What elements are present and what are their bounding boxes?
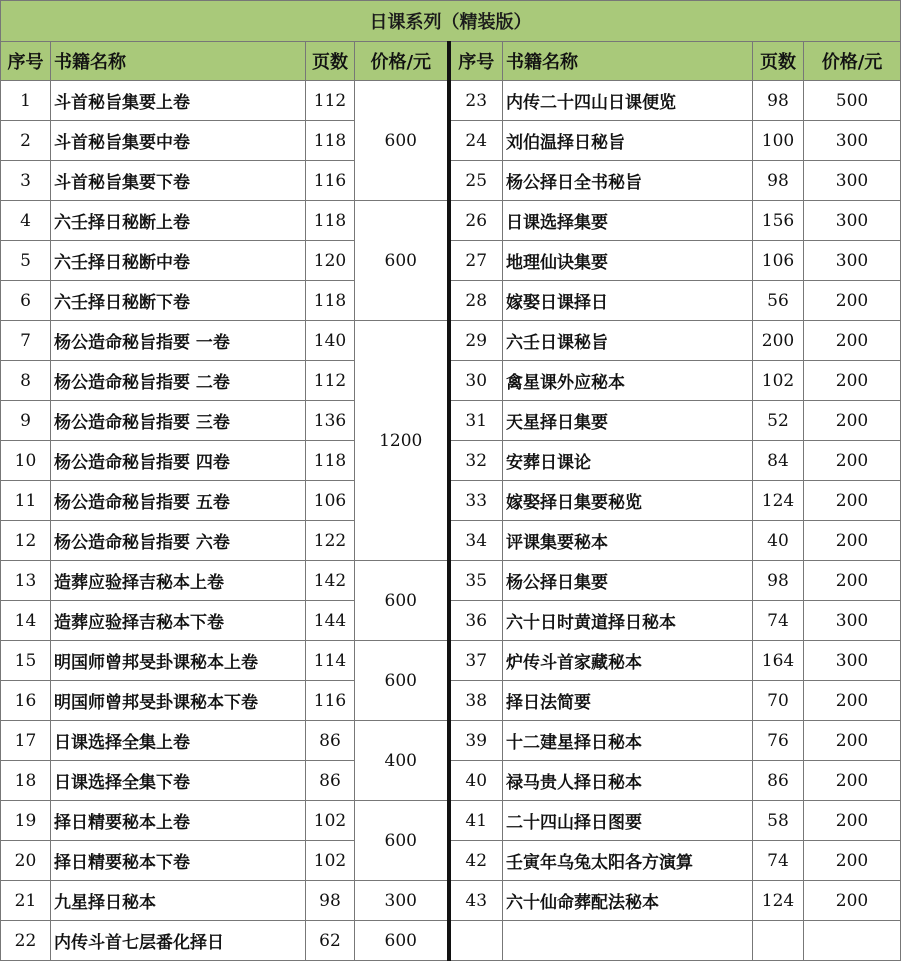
pages-cell: 120	[306, 241, 355, 281]
price-cell: 300	[804, 121, 901, 161]
table-row	[1, 241, 901, 281]
empty-cell	[753, 921, 804, 961]
book-name-cell: 造葬应验择吉秘本下卷	[51, 601, 306, 641]
price-cell: 600	[355, 201, 449, 321]
table-row	[1, 361, 901, 401]
book-name-cell: 六壬日课秘旨	[503, 321, 753, 361]
seq-cell: 17	[1, 721, 51, 761]
price-cell: 200	[804, 361, 901, 401]
pages-cell: 118	[306, 441, 355, 481]
book-name-cell: 明国师曾邦旻卦课秘本上卷	[51, 641, 306, 681]
book-name-cell: 杨公造命秘旨指要 四卷	[51, 441, 306, 481]
pages-cell: 52	[753, 401, 804, 441]
pages-cell: 102	[753, 361, 804, 401]
price-cell: 200	[804, 441, 901, 481]
book-name-cell: 禽星课外应秘本	[503, 361, 753, 401]
table-row	[1, 561, 901, 601]
seq-cell: 9	[1, 401, 51, 441]
table-row	[1, 921, 901, 961]
book-name-cell: 地理仙诀集要	[503, 241, 753, 281]
seq-cell: 23	[449, 81, 503, 121]
seq-cell: 1	[1, 81, 51, 121]
seq-cell: 10	[1, 441, 51, 481]
pages-cell: 100	[753, 121, 804, 161]
header-price-left: 价格/元	[355, 42, 449, 81]
book-name-cell: 六壬择日秘断上卷	[51, 201, 306, 241]
header-name-right: 书籍名称	[503, 42, 753, 81]
table-row	[1, 761, 901, 801]
pages-cell: 140	[306, 321, 355, 361]
seq-cell: 19	[1, 801, 51, 841]
pages-cell: 98	[306, 881, 355, 921]
book-name-cell: 刘伯温择日秘旨	[503, 121, 753, 161]
book-name-cell: 嫁娶日课择日	[503, 281, 753, 321]
table-row	[1, 721, 901, 761]
seq-cell: 11	[1, 481, 51, 521]
book-name-cell: 嫁娶择日集要秘览	[503, 481, 753, 521]
seq-cell: 2	[1, 121, 51, 161]
price-cell: 200	[804, 801, 901, 841]
empty-cell	[804, 921, 901, 961]
seq-cell: 40	[449, 761, 503, 801]
table-row	[1, 641, 901, 681]
book-name-cell: 斗首秘旨集要下卷	[51, 161, 306, 201]
pages-cell: 58	[753, 801, 804, 841]
book-name-cell: 六壬择日秘断下卷	[51, 281, 306, 321]
pages-cell: 116	[306, 161, 355, 201]
pages-cell: 56	[753, 281, 804, 321]
header-name-left: 书籍名称	[51, 42, 306, 81]
empty-cell	[503, 921, 753, 961]
price-cell: 300	[355, 881, 449, 921]
table-row	[1, 881, 901, 921]
book-name-cell: 择日精要秘本上卷	[51, 801, 306, 841]
table-row	[1, 401, 901, 441]
book-name-cell: 明国师曾邦旻卦课秘本下卷	[51, 681, 306, 721]
price-cell: 200	[804, 761, 901, 801]
price-cell: 200	[804, 721, 901, 761]
pages-cell: 98	[753, 161, 804, 201]
table-row	[1, 841, 901, 881]
price-cell: 500	[804, 81, 901, 121]
price-cell: 300	[804, 641, 901, 681]
seq-cell: 38	[449, 681, 503, 721]
book-name-cell: 评课集要秘本	[503, 521, 753, 561]
pages-cell: 70	[753, 681, 804, 721]
seq-cell: 37	[449, 641, 503, 681]
book-name-cell: 择日法简要	[503, 681, 753, 721]
seq-cell: 14	[1, 601, 51, 641]
book-name-cell: 禄马贵人择日秘本	[503, 761, 753, 801]
seq-cell: 4	[1, 201, 51, 241]
seq-cell: 34	[449, 521, 503, 561]
book-name-cell: 杨公择日全书秘旨	[503, 161, 753, 201]
seq-cell: 13	[1, 561, 51, 601]
seq-cell: 24	[449, 121, 503, 161]
book-name-cell: 炉传斗首家藏秘本	[503, 641, 753, 681]
pages-cell: 112	[306, 361, 355, 401]
price-cell: 300	[804, 161, 901, 201]
seq-cell: 21	[1, 881, 51, 921]
book-name-cell: 杨公造命秘旨指要 六卷	[51, 521, 306, 561]
table-row	[1, 441, 901, 481]
seq-cell: 32	[449, 441, 503, 481]
seq-cell: 43	[449, 881, 503, 921]
book-name-cell: 斗首秘旨集要上卷	[51, 81, 306, 121]
book-name-cell: 六壬择日秘断中卷	[51, 241, 306, 281]
seq-cell: 36	[449, 601, 503, 641]
price-cell: 200	[804, 481, 901, 521]
pages-cell: 124	[753, 881, 804, 921]
seq-cell: 35	[449, 561, 503, 601]
seq-cell: 30	[449, 361, 503, 401]
book-name-cell: 九星择日秘本	[51, 881, 306, 921]
price-cell: 400	[355, 721, 449, 801]
pages-cell: 116	[306, 681, 355, 721]
pages-cell: 84	[753, 441, 804, 481]
seq-cell: 29	[449, 321, 503, 361]
book-name-cell: 杨公造命秘旨指要 五卷	[51, 481, 306, 521]
header-pages-left: 页数	[306, 42, 355, 81]
book-name-cell: 内传斗首七层番化择日	[51, 921, 306, 961]
book-name-cell: 造葬应验择吉秘本上卷	[51, 561, 306, 601]
book-name-cell: 壬寅年乌兔太阳各方演算	[503, 841, 753, 881]
table-row	[1, 121, 901, 161]
pages-cell: 40	[753, 521, 804, 561]
header-seq-right: 序号	[449, 42, 503, 81]
table-row	[1, 321, 901, 361]
pages-cell: 164	[753, 641, 804, 681]
seq-cell: 7	[1, 321, 51, 361]
price-cell: 300	[804, 601, 901, 641]
table-row	[1, 521, 901, 561]
seq-cell: 33	[449, 481, 503, 521]
price-cell: 300	[804, 241, 901, 281]
table-row	[1, 801, 901, 841]
table-title: 日课系列（精装版）	[1, 1, 901, 42]
price-cell: 200	[804, 841, 901, 881]
seq-cell: 26	[449, 201, 503, 241]
seq-cell: 31	[449, 401, 503, 441]
book-name-cell: 杨公造命秘旨指要 三卷	[51, 401, 306, 441]
price-cell: 200	[804, 401, 901, 441]
seq-cell: 3	[1, 161, 51, 201]
pages-cell: 118	[306, 201, 355, 241]
pages-cell: 86	[753, 761, 804, 801]
seq-cell: 8	[1, 361, 51, 401]
price-cell: 600	[355, 921, 449, 961]
book-name-cell: 日课选择集要	[503, 201, 753, 241]
book-name-cell: 十二建星择日秘本	[503, 721, 753, 761]
book-name-cell: 二十四山择日图要	[503, 801, 753, 841]
book-name-cell: 六十日时黄道择日秘本	[503, 601, 753, 641]
pages-cell: 200	[753, 321, 804, 361]
price-cell: 600	[355, 641, 449, 721]
table-row	[1, 81, 901, 121]
price-cell: 200	[804, 561, 901, 601]
table-row	[1, 161, 901, 201]
price-cell: 600	[355, 81, 449, 201]
book-name-cell: 日课选择全集下卷	[51, 761, 306, 801]
pages-cell: 62	[306, 921, 355, 961]
pages-cell: 122	[306, 521, 355, 561]
pages-cell: 118	[306, 281, 355, 321]
pages-cell: 98	[753, 561, 804, 601]
book-name-cell: 斗首秘旨集要中卷	[51, 121, 306, 161]
seq-cell: 27	[449, 241, 503, 281]
table-row	[1, 281, 901, 321]
pages-cell: 136	[306, 401, 355, 441]
table-row	[1, 201, 901, 241]
book-name-cell: 择日精要秘本下卷	[51, 841, 306, 881]
pages-cell: 124	[753, 481, 804, 521]
seq-cell: 41	[449, 801, 503, 841]
book-name-cell: 杨公造命秘旨指要 一卷	[51, 321, 306, 361]
seq-cell: 16	[1, 681, 51, 721]
pages-cell: 98	[753, 81, 804, 121]
book-name-cell: 内传二十四山日课便览	[503, 81, 753, 121]
pages-cell: 76	[753, 721, 804, 761]
pages-cell: 118	[306, 121, 355, 161]
price-cell: 200	[804, 881, 901, 921]
book-name-cell: 杨公择日集要	[503, 561, 753, 601]
seq-cell: 39	[449, 721, 503, 761]
pages-cell: 86	[306, 721, 355, 761]
empty-cell	[449, 921, 503, 961]
pages-cell: 106	[306, 481, 355, 521]
book-name-cell: 日课选择全集上卷	[51, 721, 306, 761]
table-row	[1, 481, 901, 521]
pages-cell: 106	[753, 241, 804, 281]
book-name-cell: 天星择日集要	[503, 401, 753, 441]
pages-cell: 142	[306, 561, 355, 601]
price-cell: 600	[355, 801, 449, 881]
seq-cell: 20	[1, 841, 51, 881]
price-cell: 200	[804, 321, 901, 361]
price-cell: 1200	[355, 321, 449, 561]
table-row	[1, 681, 901, 721]
seq-cell: 25	[449, 161, 503, 201]
seq-cell: 42	[449, 841, 503, 881]
seq-cell: 12	[1, 521, 51, 561]
pages-cell: 114	[306, 641, 355, 681]
book-name-cell: 安葬日课论	[503, 441, 753, 481]
pages-cell: 156	[753, 201, 804, 241]
seq-cell: 6	[1, 281, 51, 321]
seq-cell: 5	[1, 241, 51, 281]
seq-cell: 22	[1, 921, 51, 961]
price-cell: 600	[355, 561, 449, 641]
pages-cell: 102	[306, 801, 355, 841]
price-cell: 200	[804, 521, 901, 561]
price-cell: 200	[804, 681, 901, 721]
header-price-right: 价格/元	[804, 42, 901, 81]
header-pages-right: 页数	[753, 42, 804, 81]
pages-cell: 112	[306, 81, 355, 121]
header-seq-left: 序号	[1, 42, 51, 81]
book-name-cell: 杨公造命秘旨指要 二卷	[51, 361, 306, 401]
pages-cell: 144	[306, 601, 355, 641]
price-cell: 300	[804, 201, 901, 241]
seq-cell: 15	[1, 641, 51, 681]
table-row	[1, 601, 901, 641]
price-cell: 200	[804, 281, 901, 321]
pages-cell: 86	[306, 761, 355, 801]
pages-cell: 74	[753, 841, 804, 881]
book-name-cell: 六十仙命葬配法秘本	[503, 881, 753, 921]
pages-cell: 102	[306, 841, 355, 881]
pages-cell: 74	[753, 601, 804, 641]
seq-cell: 18	[1, 761, 51, 801]
seq-cell: 28	[449, 281, 503, 321]
